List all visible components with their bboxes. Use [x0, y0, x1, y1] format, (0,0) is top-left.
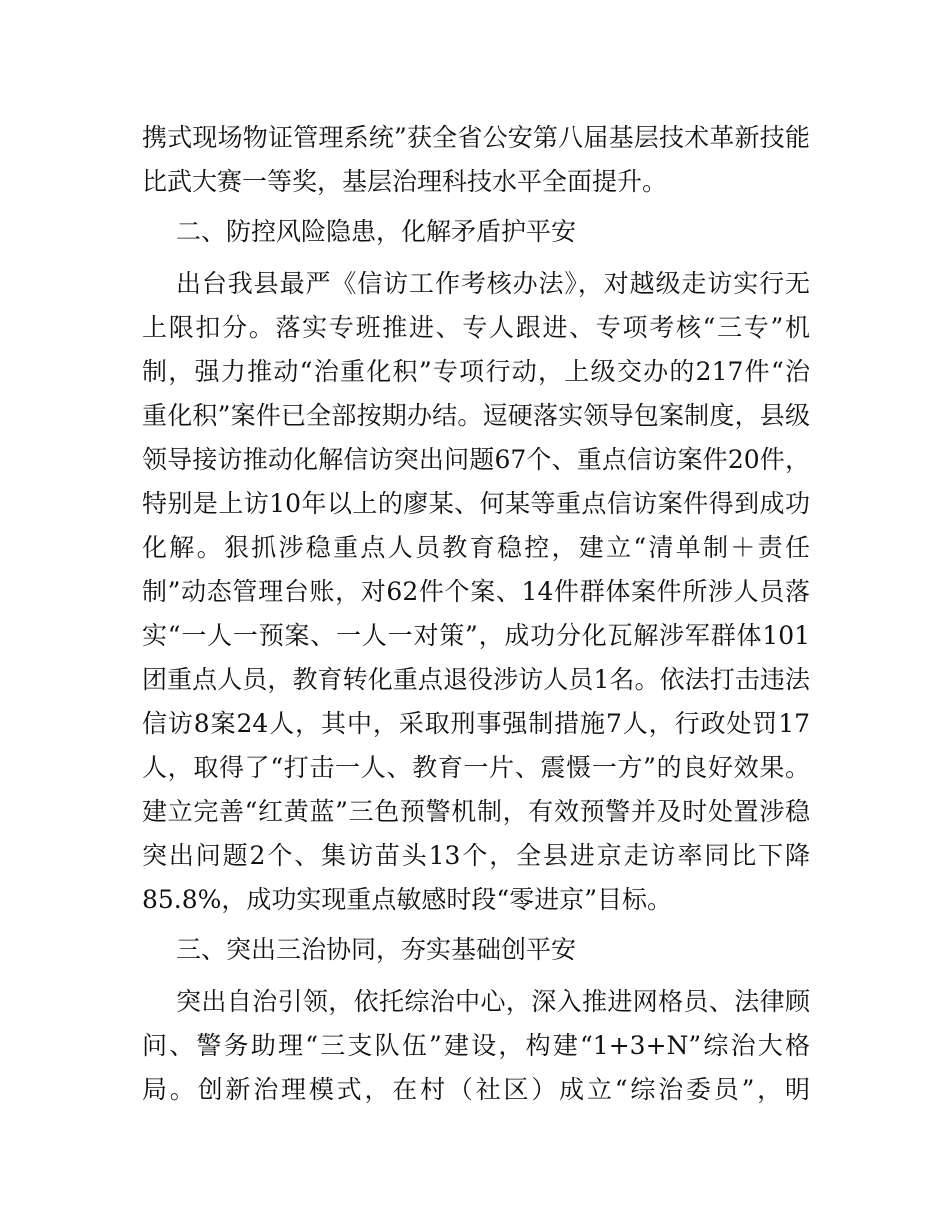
text-line-13: 信访8案24人，其中，采取刑事强制措施7人，行政处罚17: [142, 709, 810, 738]
text-line-15: 建立完善“红黄蓝”三色预警机制，有效预警并及时处置涉稳: [142, 797, 810, 826]
text-line-19: 问、警务助理“三支队伍”建设，构建“1+3+N”综治大格: [142, 1031, 810, 1060]
text-line-18: 突出自治引领，依托综治中心，深入推进网格员、法律顾: [176, 987, 810, 1016]
text-line-7: 领导接访推动化解信访突出问题67个、重点信访案件20件，: [142, 445, 810, 474]
text-line-11: 实“一人一预案、一人一对策”，成功分化瓦解涉军群体101: [142, 621, 810, 650]
text-line-5: 制，强力推动“治重化积”专项行动，上级交办的217件“治: [142, 357, 810, 386]
text-line-12: 团重点人员，教育转化重点退役涉访人员1名。依法打击违法: [142, 665, 810, 694]
text-line-20: 局。创新治理模式，在村（社区）成立“综治委员”，明: [142, 1075, 810, 1104]
text-line-8: 特别是上访10年以上的廖某、何某等重点信访案件得到成功: [142, 489, 810, 518]
section-heading-2: 二、防控风险隐患，化解矛盾护平安: [176, 217, 577, 246]
text-line-17: 85.8%，成功实现重点敏感时段“零进京”目标。: [142, 885, 672, 914]
text-line-14: 人，取得了“打击一人、教育一片、震慑一方”的良好效果。: [142, 753, 810, 782]
text-line-3: 出台我县最严《信访工作考核办法》，对越级走访实行无: [176, 269, 810, 298]
text-line-9: 化解。狠抓涉稳重点人员教育稳控，建立“清单制＋责任: [142, 533, 810, 562]
text-line-2: 比武大赛一等奖，基层治理科技水平全面提升。: [142, 167, 668, 196]
section-heading-3: 三、突出三治协同，夯实基础创平安: [176, 935, 577, 964]
text-line-10: 制”动态管理台账，对62件个案、14件群体案件所涉人员落: [142, 577, 810, 606]
text-line-6: 重化积”案件已全部按期办结。逗硬落实领导包案制度，县级: [142, 401, 810, 430]
text-line-1: 携式现场物证管理系统”获全省公安第八届基层技术革新技能: [142, 123, 810, 152]
text-line-16: 突出问题2个、集访苗头13个，全县进京走访率同比下降: [142, 841, 810, 870]
text-line-4: 上限扣分。落实专班推进、专人跟进、专项考核“三专”机: [142, 313, 810, 342]
